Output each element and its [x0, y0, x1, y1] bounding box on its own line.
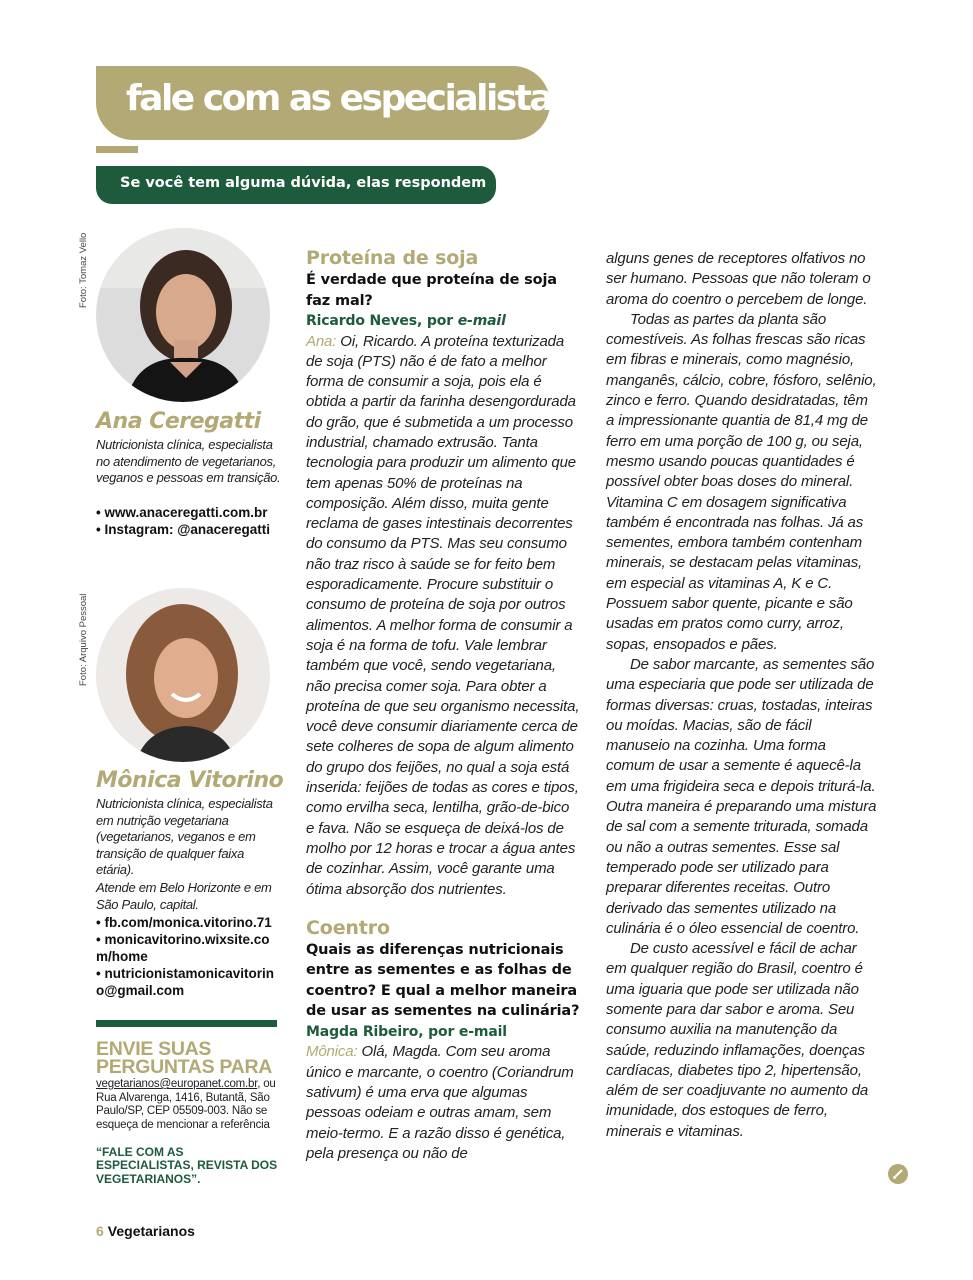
magazine-name: Vegetarianos	[107, 1223, 195, 1239]
sidebar-divider	[96, 1020, 277, 1027]
header-accent-bar	[96, 146, 138, 153]
send-questions-address: , ou Rua Alvarenga, 1416, Butantã, São Paulo/SP, CEP 05509-003. Não se esqueça de mencionar a referência	[96, 1078, 276, 1131]
asker-coentro: Magda Ribeiro, por e-mail	[306, 1023, 507, 1040]
photo-credit-monica: Foto: Arquivo Pessoal	[78, 593, 89, 686]
portrait-ana-ceregatti	[96, 228, 270, 402]
answerer-monica: Mônica:	[306, 1043, 358, 1061]
page-number: 6	[96, 1223, 104, 1239]
send-questions-body	[96, 1078, 282, 1132]
article-column-2	[606, 249, 878, 1142]
photo-credit-ana: Foto: Tomaz Vello	[78, 232, 89, 308]
specialist-contacts-ana	[96, 504, 282, 538]
page-subtitle: Se você tem alguma dúvida, elas respondem	[120, 175, 487, 191]
contact-website-ana[interactable]: • www.anaceregatti.com.br	[96, 505, 268, 520]
page-title: fale com as especialistas	[126, 78, 571, 119]
asker-name-soja: Ricardo Neves, por	[306, 313, 453, 329]
answer-text-coentro-start: Olá, Magda. Com seu aroma único e marcante, o coentro (Coriandrum sativum) é uma erva que algumas pessoas odeiam e outras amam, sem meio-termo. E a razão disso é genética, pela presença ou não de	[306, 1043, 574, 1162]
portrait-monica-vitorino	[96, 588, 270, 762]
question-coentro: Quais as diferenças nutricionais entre as sementes e as folhas de coentro? E qual a melhor maneira de usar as sementes na culinária?	[306, 941, 580, 1020]
section-title-coentro: Coentro	[306, 916, 390, 939]
send-questions-email[interactable]: vegetarianos@europanet.com.br	[96, 1078, 258, 1090]
section-title-soja: Proteína de soja	[306, 247, 479, 269]
answerer-ana: Ana:	[306, 332, 337, 350]
page-footer	[96, 1223, 195, 1239]
question-soja: É verdade que proteína de soja faz mal?	[306, 272, 557, 309]
asker-soja	[306, 311, 580, 332]
send-questions-title: ENVIE SUAS PERGUNTAS PARA	[96, 1038, 273, 1078]
contact-facebook-monica[interactable]: • fb.com/monica.vitorino.71	[96, 915, 272, 930]
asker-via-soja: e-mail	[457, 313, 506, 329]
contact-instagram-ana[interactable]: • Instagram: @anaceregatti	[96, 522, 270, 537]
answer-coentro-paragraph-2: De sabor marcante, as sementes são uma especiaria que pode ser utilizada de formas diversas: cruas, tostadas, inteiras ou moídas. Macias, são de fácil manuseio na cozinha. Uma forma comum de usar a semente é aquecê-la em uma frigideira seca e depois triturá-la. Outra maneira é preparando uma mistura de sal com a semente triturada, somada ou não a outras sementes. Esse sal temperado pode ser utilizado para preparar diferentes receitas. Outro derivado das sementes utilizado na culinária é o óleo essencial de coentro.	[606, 655, 877, 937]
specialist-contacts-monica	[96, 914, 282, 999]
answer-coentro-paragraph-1: Todas as partes da planta são comestíveis. As folhas frescas são ricas em fibras e minerais, como magnésio, manganês, cálcio, cobre, fósforo, selênio, zinco e ferro. Quando desidratadas, têm a impressionante quantia de 81,4 mg de ferro em uma porção de 100 g, ou seja, mesmo usando poucas quantidades é possível obter boas doses do mineral. Vitamina C em dosagem significativa também é encontrada nas folhas. Já as sementes, embora também contenham minerais, se destacam pelas vitaminas, em especial as vitaminas A, K e C. Possuem sabor quente, picante e são usadas em pratos como curry, arroz, sopas, ensopados e pães.	[606, 310, 877, 653]
answer-coentro-start	[306, 1042, 580, 1164]
answer-soja	[306, 332, 580, 900]
specialist-name-monica: Mônica Vitorino	[96, 768, 284, 793]
specialist-name-ana: Ana Ceregatti	[96, 409, 261, 434]
answer-coentro-continued: alguns genes de receptores olfativos no ser humano. Pessoas que não toleram o aroma do coentro o percebem de longe.	[606, 250, 871, 308]
contact-website-monica[interactable]: • monicavitorino.wixsite.com/home	[96, 932, 270, 964]
answer-coentro-paragraph-3: De custo acessível e fácil de achar em qualquer região do Brasil, coentro é uma iguaria que pode ser utilizada não somente para dar sabor e aroma. Seu consumo auxilia na manutenção da saúde, reduzindo inflamações, doenças cardíacas, diabetes tipo 2, hipertensão, além de ser coadjuvante no aumento da imunidade, dos estoques de ferro, minerais e vitaminas.	[606, 940, 869, 1140]
answer-text-soja: Oi, Ricardo. A proteína texturizada de soja (PTS) não é de fato a melhor forma de consumir a soja, pois ela é obtida a partir da farinha desengordurada do grão, que é submetida a um processo industrial, chamado extrusão. Tanta tecnologia para produzir um alimento que tem apenas 50% de proteínas na composição. Além disso, muita gente reclama de gases intestinais decorrentes do consumo da PTS. Mas seu consumo não traz risco à saúde se for feito bem esporadicamente. Procure substituir o consumo de proteína de soja por outros alimentos. A melhor forma de consumir a soja é na forma de tofu. Vale lembrar também que você, sendo vegetariana, não precisa comer soja. Para obter a proteína de que seu organismo necessita, você deve consumir diariamente cerca de sete colheres de sopa de algum alimento do grupo dos feijões, no qual a soja está inserida: feijões de todas as cores e tipos, como ervilha seca, lentilha, grão-de-bico e fava. Não se esqueça de deixá-los de molho por 12 horas e trocar a água antes de cozinhar. Assim, você garante uma ótima absorção dos nutrientes.	[306, 332, 580, 898]
specialist-description-ana: Nutricionista clínica, especialista no atendimento de vegetarianos, veganos e pessoas em transição.	[96, 437, 281, 486]
article-end-icon	[888, 1164, 908, 1184]
article-column-1	[306, 246, 580, 1164]
send-questions-reference: “FALE COM AS ESPECIALISTAS, REVISTA DOS VEGETARIANOS”.	[96, 1145, 278, 1186]
specialist-location-monica: Atende em Belo Horizonte e em São Paulo, capital.	[96, 880, 272, 912]
contact-email-monica[interactable]: • nutricionistamonicavitorino@gmail.com	[96, 966, 274, 998]
specialist-description-monica: Nutricionista clínica, especialista em nutrição vegetariana (vegetarianos, veganos e em transição de qualquer faixa etária).	[96, 796, 273, 878]
